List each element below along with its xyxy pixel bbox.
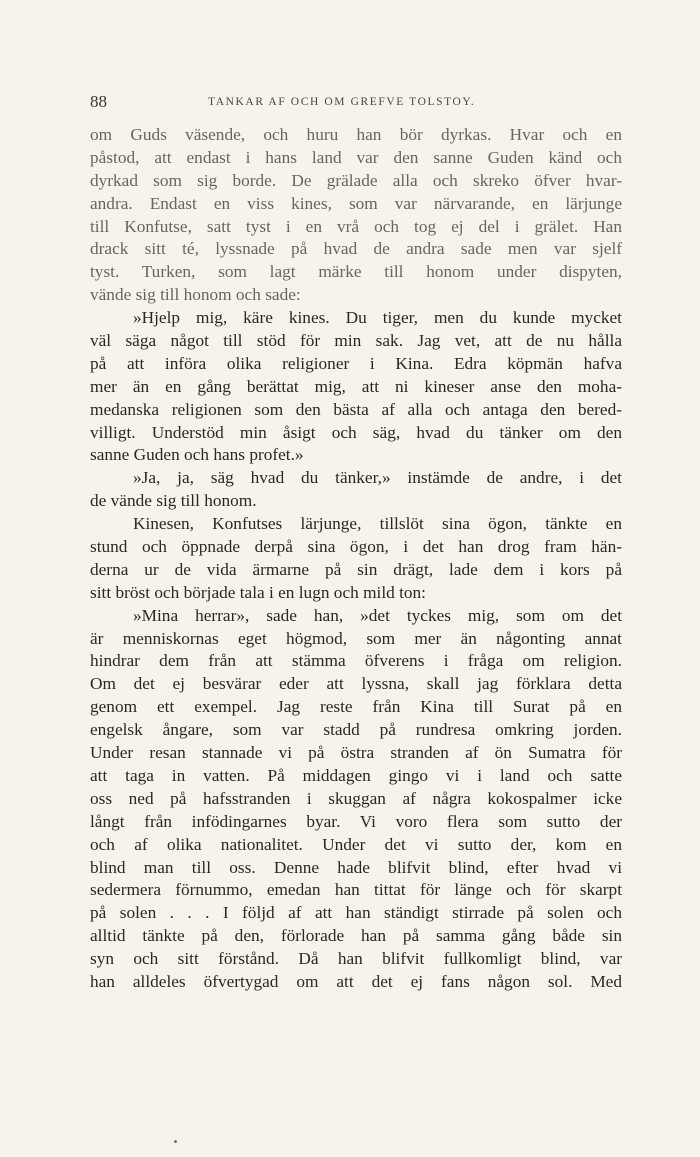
text-line: engelsk ångare, som var stadd på rundresa omkring jorden.: [90, 720, 622, 740]
page-number: 88: [90, 92, 107, 111]
body-text: [90, 124, 622, 994]
text-line: väl säga något till stöd för min sak. Jag vet, att de nu hålla: [90, 331, 622, 351]
text-line: blind man till oss. Denne hade blifvit blind, efter hvad vi: [90, 857, 622, 877]
text-line: mer än en gång berättat mig, att ni kineser anse den moha-: [90, 376, 622, 396]
text-line: stund och öppnade derpå sina ögon, i det han drog fram hän-: [90, 537, 622, 557]
text-line: derna ur de vida ärmarne på sin drägt, lade dem i kors på: [90, 559, 622, 579]
text-line: genom ett exempel. Jag reste från Kina till Surat på en: [90, 697, 622, 717]
text-line: på solen . . . I följd af att han ständigt stirrade på solen och: [90, 903, 622, 923]
text-line: »Ja, ja, säg hvad du tänker,» instämde de andre, i det: [133, 468, 622, 488]
text-line: drack sitt té, lyssnade på hvad de andra sade men var sjelf: [90, 239, 622, 259]
text-line: Under resan stannade vi på östra stranden af ön Sumatra för: [90, 743, 622, 763]
running-title: TANKAR AF OCH OM GREFVE TOLSTOY.: [208, 96, 476, 108]
text-line: alltid tänkte på den, förlorade han på samma gång både sin: [90, 926, 622, 946]
text-line: Kinesen, Konfutses lärjunge, tillslöt sina ögon, tänkte en: [133, 514, 622, 534]
text-line: hindrar dem från att stämma öfverens i fråga om religion.: [90, 651, 622, 671]
text-line: »Mina herrar», sade han, »det tyckes mig, som om det: [133, 605, 622, 625]
text-line: till Konfutse, satt tyst i en vrå och tog ej del i grälet. Han: [90, 216, 622, 236]
page-header: [90, 92, 622, 116]
text-line: de vände sig till honom.: [90, 491, 257, 511]
text-line: andra. Endast en viss kines, som var närvarande, en lärjunge: [90, 193, 622, 213]
text-line: »Hjelp mig, käre kines. Du tiger, men du kunde mycket: [133, 308, 622, 328]
ink-speck: [174, 1140, 177, 1143]
text-line: han alldeles öfvertygad om att det ej fans någon sol. Med: [90, 971, 622, 991]
text-line: tyst. Turken, som lagt märke till honom under dispyten,: [90, 262, 622, 282]
text-line: om Guds väsende, och huru han bör dyrkas. Hvar och en: [90, 125, 622, 144]
text-line: Om det ej besvärar eder att lyssna, skall jag förklara detta: [90, 674, 622, 694]
text-line: oss ned på hafsstranden i skuggan af några kokospalmer icke: [90, 788, 622, 808]
text-line: vände sig till honom och sade:: [90, 285, 301, 305]
text-line: och af olika nationalitet. Under det vi sutto der, kom en: [90, 834, 622, 854]
text-line: dyrkad som sig borde. De grälade alla och skreko öfver hvar-: [90, 170, 622, 190]
text-line: långt från infödingarnes byar. Vi voro flera som sutto der: [90, 811, 622, 831]
text-line: på att införa olika religioner i Kina. Edra köpmän hafva: [90, 353, 622, 373]
text-line: medanska religionen som den bästa af alla och antaga den bered-: [90, 399, 622, 419]
text-line: syn och sitt förstånd. Då han blifvit fullkomligt blind, var: [90, 949, 622, 969]
text-line: att taga in vatten. På middagen gingo vi i land och satte: [90, 765, 622, 785]
text-line: är menniskornas eget högmod, som mer än någonting annat: [90, 628, 622, 648]
text-line: villigt. Understöd min åsigt och säg, hvad du tänker om den: [90, 422, 622, 442]
text-line: sedermera förnummo, emedan han tittat för länge och för skarpt: [90, 880, 622, 900]
text-line: påstod, att endast i hans land var den sanne Guden känd och: [90, 147, 622, 167]
text-line: sitt bröst och började tala i en lugn och mild ton:: [90, 582, 426, 602]
text-line: sanne Guden och hans profet.»: [90, 445, 304, 465]
